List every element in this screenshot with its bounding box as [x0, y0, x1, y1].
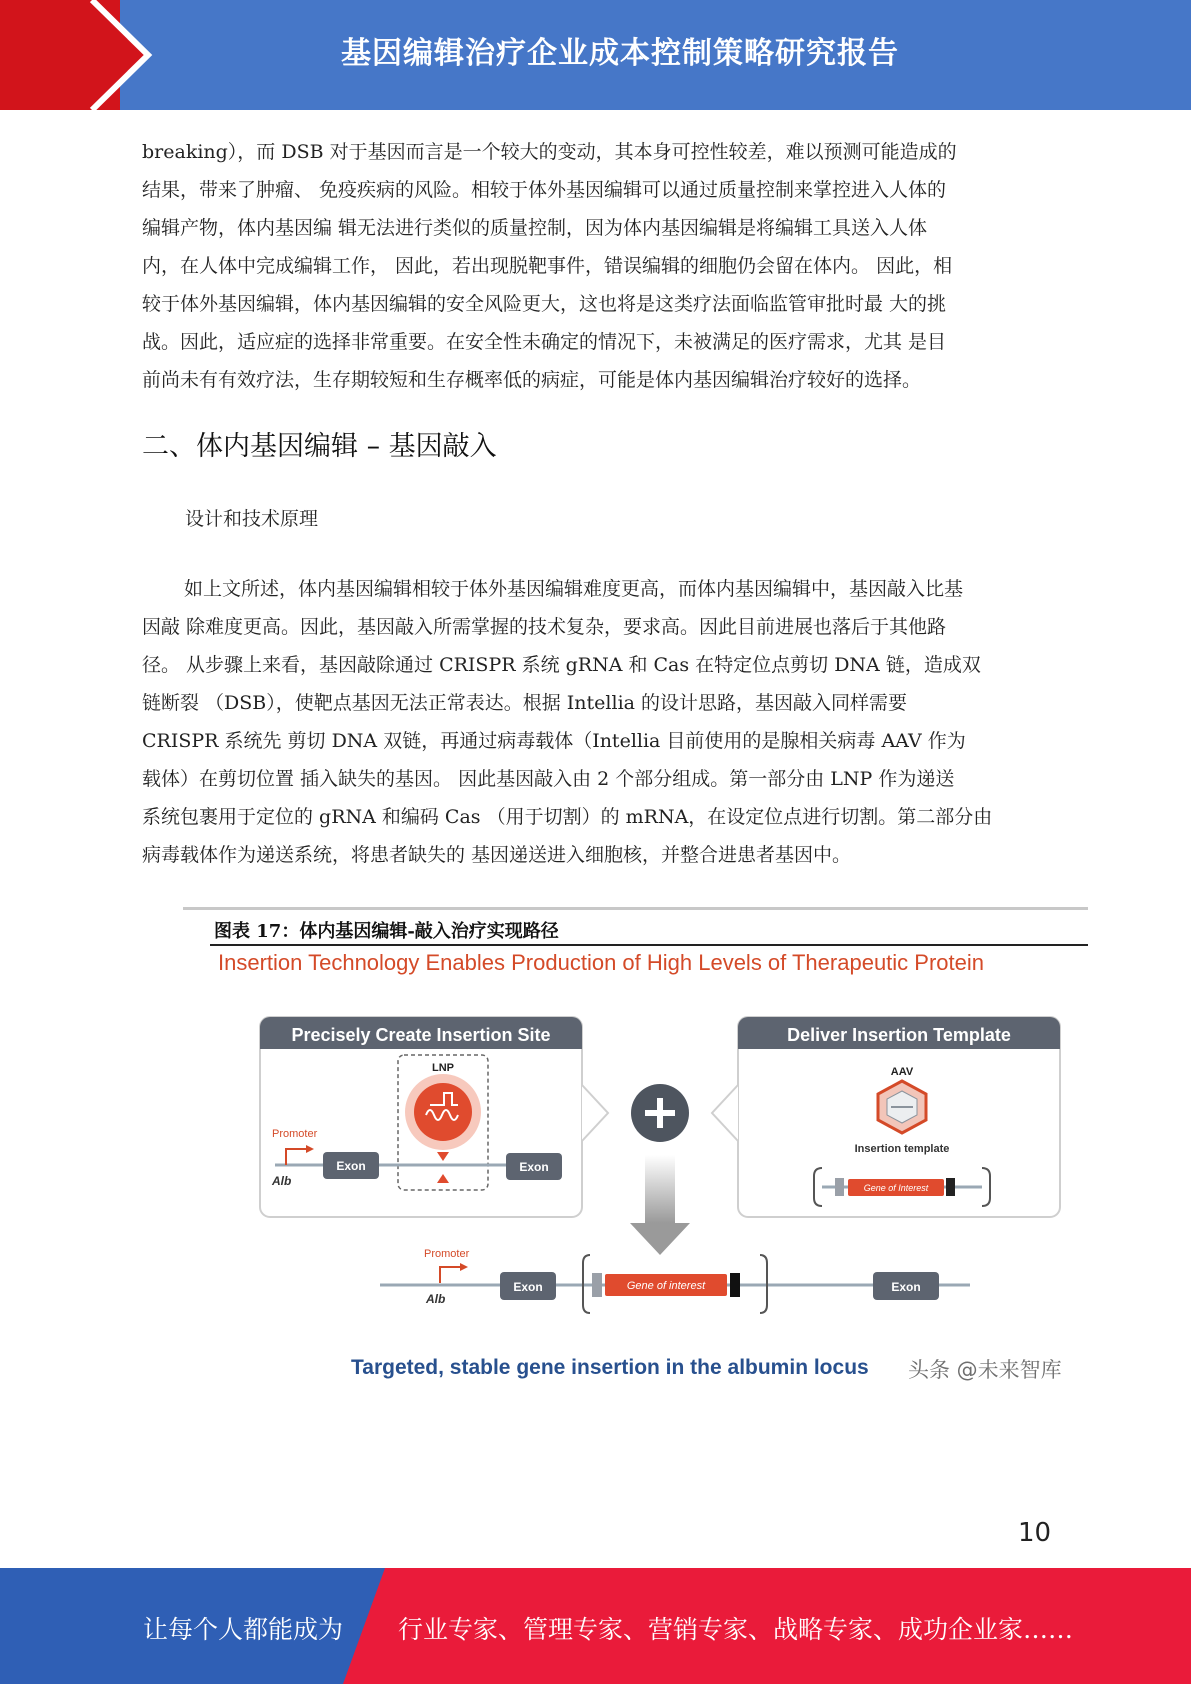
figure-title: Insertion Technology Enables Production of High Levels of Therapeutic Protein [218, 950, 984, 975]
left-panel [260, 1017, 608, 1217]
text-line: CRISPR 系统先 剪切 DNA 双链，再通过病毒载体（Intellia 目前使用的是腺相关病毒 AAV 作为 [142, 730, 966, 752]
figure-caption-rule [210, 944, 1088, 946]
page-number: 10 [1018, 1518, 1052, 1548]
insertion-diagram [250, 1005, 1070, 1345]
page-header [0, 0, 1191, 110]
body-paragraph [142, 570, 1047, 874]
aav-label: AAV [890, 1066, 914, 1078]
exon-label: Exon [513, 1280, 543, 1294]
exon-label: Exon [336, 1159, 366, 1173]
plus-icon [631, 1084, 689, 1142]
aav-virus-icon [878, 1081, 926, 1133]
text-line: 因敲 除难度更高。因此，基因敲入所需掌握的技术复杂，要求高。因此目前进展也落后于其他路 [142, 616, 947, 638]
text-line: 战。因此，适应症的选择非常重要。在安全性未确定的情况下，未被满足的医疗需求，尤其 是目 [142, 331, 947, 353]
lnp-label: LNP [432, 1062, 454, 1074]
subheading: 设计和技术原理 [185, 508, 319, 530]
footer-slogan-left: 让每个人都能成为 [143, 1615, 344, 1644]
text-line: 径。 从步骤上来看，基因敲除通过 CRISPR 系统 gRNA 和 Cas 在特定位点剪切 DNA 链，造成双 [142, 654, 981, 676]
figure-footer: Targeted, stable gene insertion in the albumin locus [351, 1356, 869, 1379]
text-line: 结果，带来了肿瘤、 免疫疾病的风险。相较于体外基因编辑可以通过质量控制来掌控进入人体的 [142, 179, 947, 201]
promoter-label: Promoter [272, 1128, 318, 1140]
gene-of-interest-small-label: Gene of Interest [863, 1183, 929, 1193]
gene-of-interest-label: Gene of interest [626, 1280, 706, 1292]
text-line: 链断裂 （DSB），使靶点基因无法正常表达。根据 Intellia 的设计思路，基因敲入同样需要 [142, 692, 908, 714]
figure-top-rule [183, 907, 1088, 910]
text-line: 较于体外基因编辑，体内基因编辑的安全风险更大，这也将是这类疗法面临监管审批时最 大的挑 [142, 293, 947, 315]
lnp-particle-icon [405, 1074, 481, 1150]
right-panel [712, 1017, 1060, 1217]
exon-label: Exon [519, 1160, 549, 1174]
text-line: 载体）在剪切位置 插入缺失的基因。 因此基因敲入由 2 个部分组成。第一部分由 LNP 作为递送 [142, 768, 955, 790]
intro-paragraph [142, 133, 1047, 399]
figure-caption: 图表 17：体内基因编辑-敲入治疗实现路径 [214, 921, 559, 942]
text-line: 前尚未有有效疗法，生存期较短和生存概率低的病症，可能是体内基因编辑治疗较好的选择。 [142, 369, 922, 391]
insertion-template-label: Insertion template [854, 1143, 950, 1155]
page-footer [0, 1568, 1191, 1684]
left-panel-title: Precisely Create Insertion Site [291, 1025, 551, 1045]
text-line: 编辑产物，体内基因编 辑无法进行类似的质量控制，因为体内基因编辑是将编辑工具送入人体 [142, 217, 928, 239]
watermark: 头条 @未来智库 [908, 1358, 1062, 1382]
text-line: 内，在人体中完成编辑工作， 因此，若出现脱靶事件，错误编辑的细胞仍会留在体内。 因此，相 [142, 255, 953, 277]
result-track [380, 1248, 970, 1313]
text-line: 如上文所述，体内基因编辑相较于体外基因编辑难度更高，而体内基因编辑中，基因敲入比基 [184, 578, 964, 600]
alb-label: Alb [272, 1174, 292, 1188]
section-heading: 二、体内基因编辑 – 基因敲入 [142, 431, 497, 462]
alb-label: Alb [426, 1292, 446, 1306]
document-title: 基因编辑治疗企业成本控制策略研究报告 [341, 36, 899, 71]
exon-label: Exon [891, 1280, 921, 1294]
header-arrow-icon [0, 0, 160, 110]
right-panel-title: Deliver Insertion Template [787, 1025, 1011, 1045]
footer-slogan-right: 行业专家、管理专家、营销专家、战略专家、成功企业家…… [398, 1615, 1074, 1644]
promoter-arrow-icon [440, 1267, 460, 1283]
down-arrow-icon [630, 1155, 690, 1255]
text-line: 系统包裹用于定位的 gRNA 和编码 Cas （用于切割）的 mRNA，在设定位点进行切割。第二部分由 [142, 806, 993, 828]
promoter-label: Promoter [424, 1248, 470, 1260]
text-line: breaking），而 DSB 对于基因而言是一个较大的变动，其本身可控性较差，难以预测可能造成的 [142, 141, 957, 163]
text-line: 病毒载体作为递送系统，将患者缺失的 基因递送进入细胞核，并整合进患者基因中。 [142, 844, 852, 866]
